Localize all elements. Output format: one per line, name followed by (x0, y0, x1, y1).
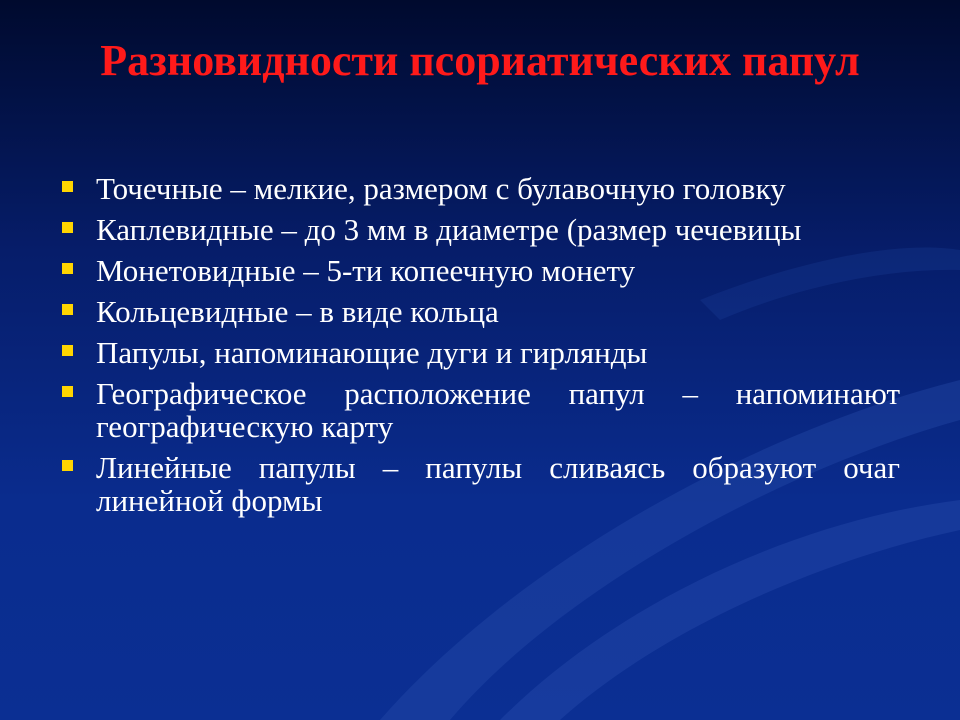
square-bullet-icon (62, 181, 73, 192)
square-bullet-icon (62, 345, 73, 356)
square-bullet-icon (62, 222, 73, 233)
list-item (58, 295, 900, 328)
list-item-text: Каплевидные – до 3 мм в диаметре (размер чечевицы (96, 212, 802, 247)
list-item-text: Линейные папулы – папулы сливаясь образуют очаг линейной формы (96, 450, 900, 518)
list-item-text: Папулы, напоминающие дуги и гирлянды (96, 335, 648, 370)
bullet-list (58, 172, 900, 525)
square-bullet-icon (62, 386, 73, 397)
list-item (58, 172, 900, 205)
list-item (58, 451, 900, 517)
square-bullet-icon (62, 304, 73, 315)
list-item (58, 377, 900, 443)
list-item-text: Географическое расположение папул – напоминают географическую карту (96, 376, 900, 444)
list-item (58, 213, 900, 246)
list-item (58, 336, 900, 369)
square-bullet-icon (62, 460, 73, 471)
list-item-text: Монетовидные – 5-ти копеечную монету (96, 253, 636, 288)
list-item-text: Кольцевидные – в виде кольца (96, 294, 499, 329)
square-bullet-icon (62, 263, 73, 274)
slide-title: Разновидности псориатических папул (100, 36, 860, 85)
list-item-text: Точечные – мелкие, размером с булавочную головку (96, 171, 786, 206)
list-item (58, 254, 900, 287)
